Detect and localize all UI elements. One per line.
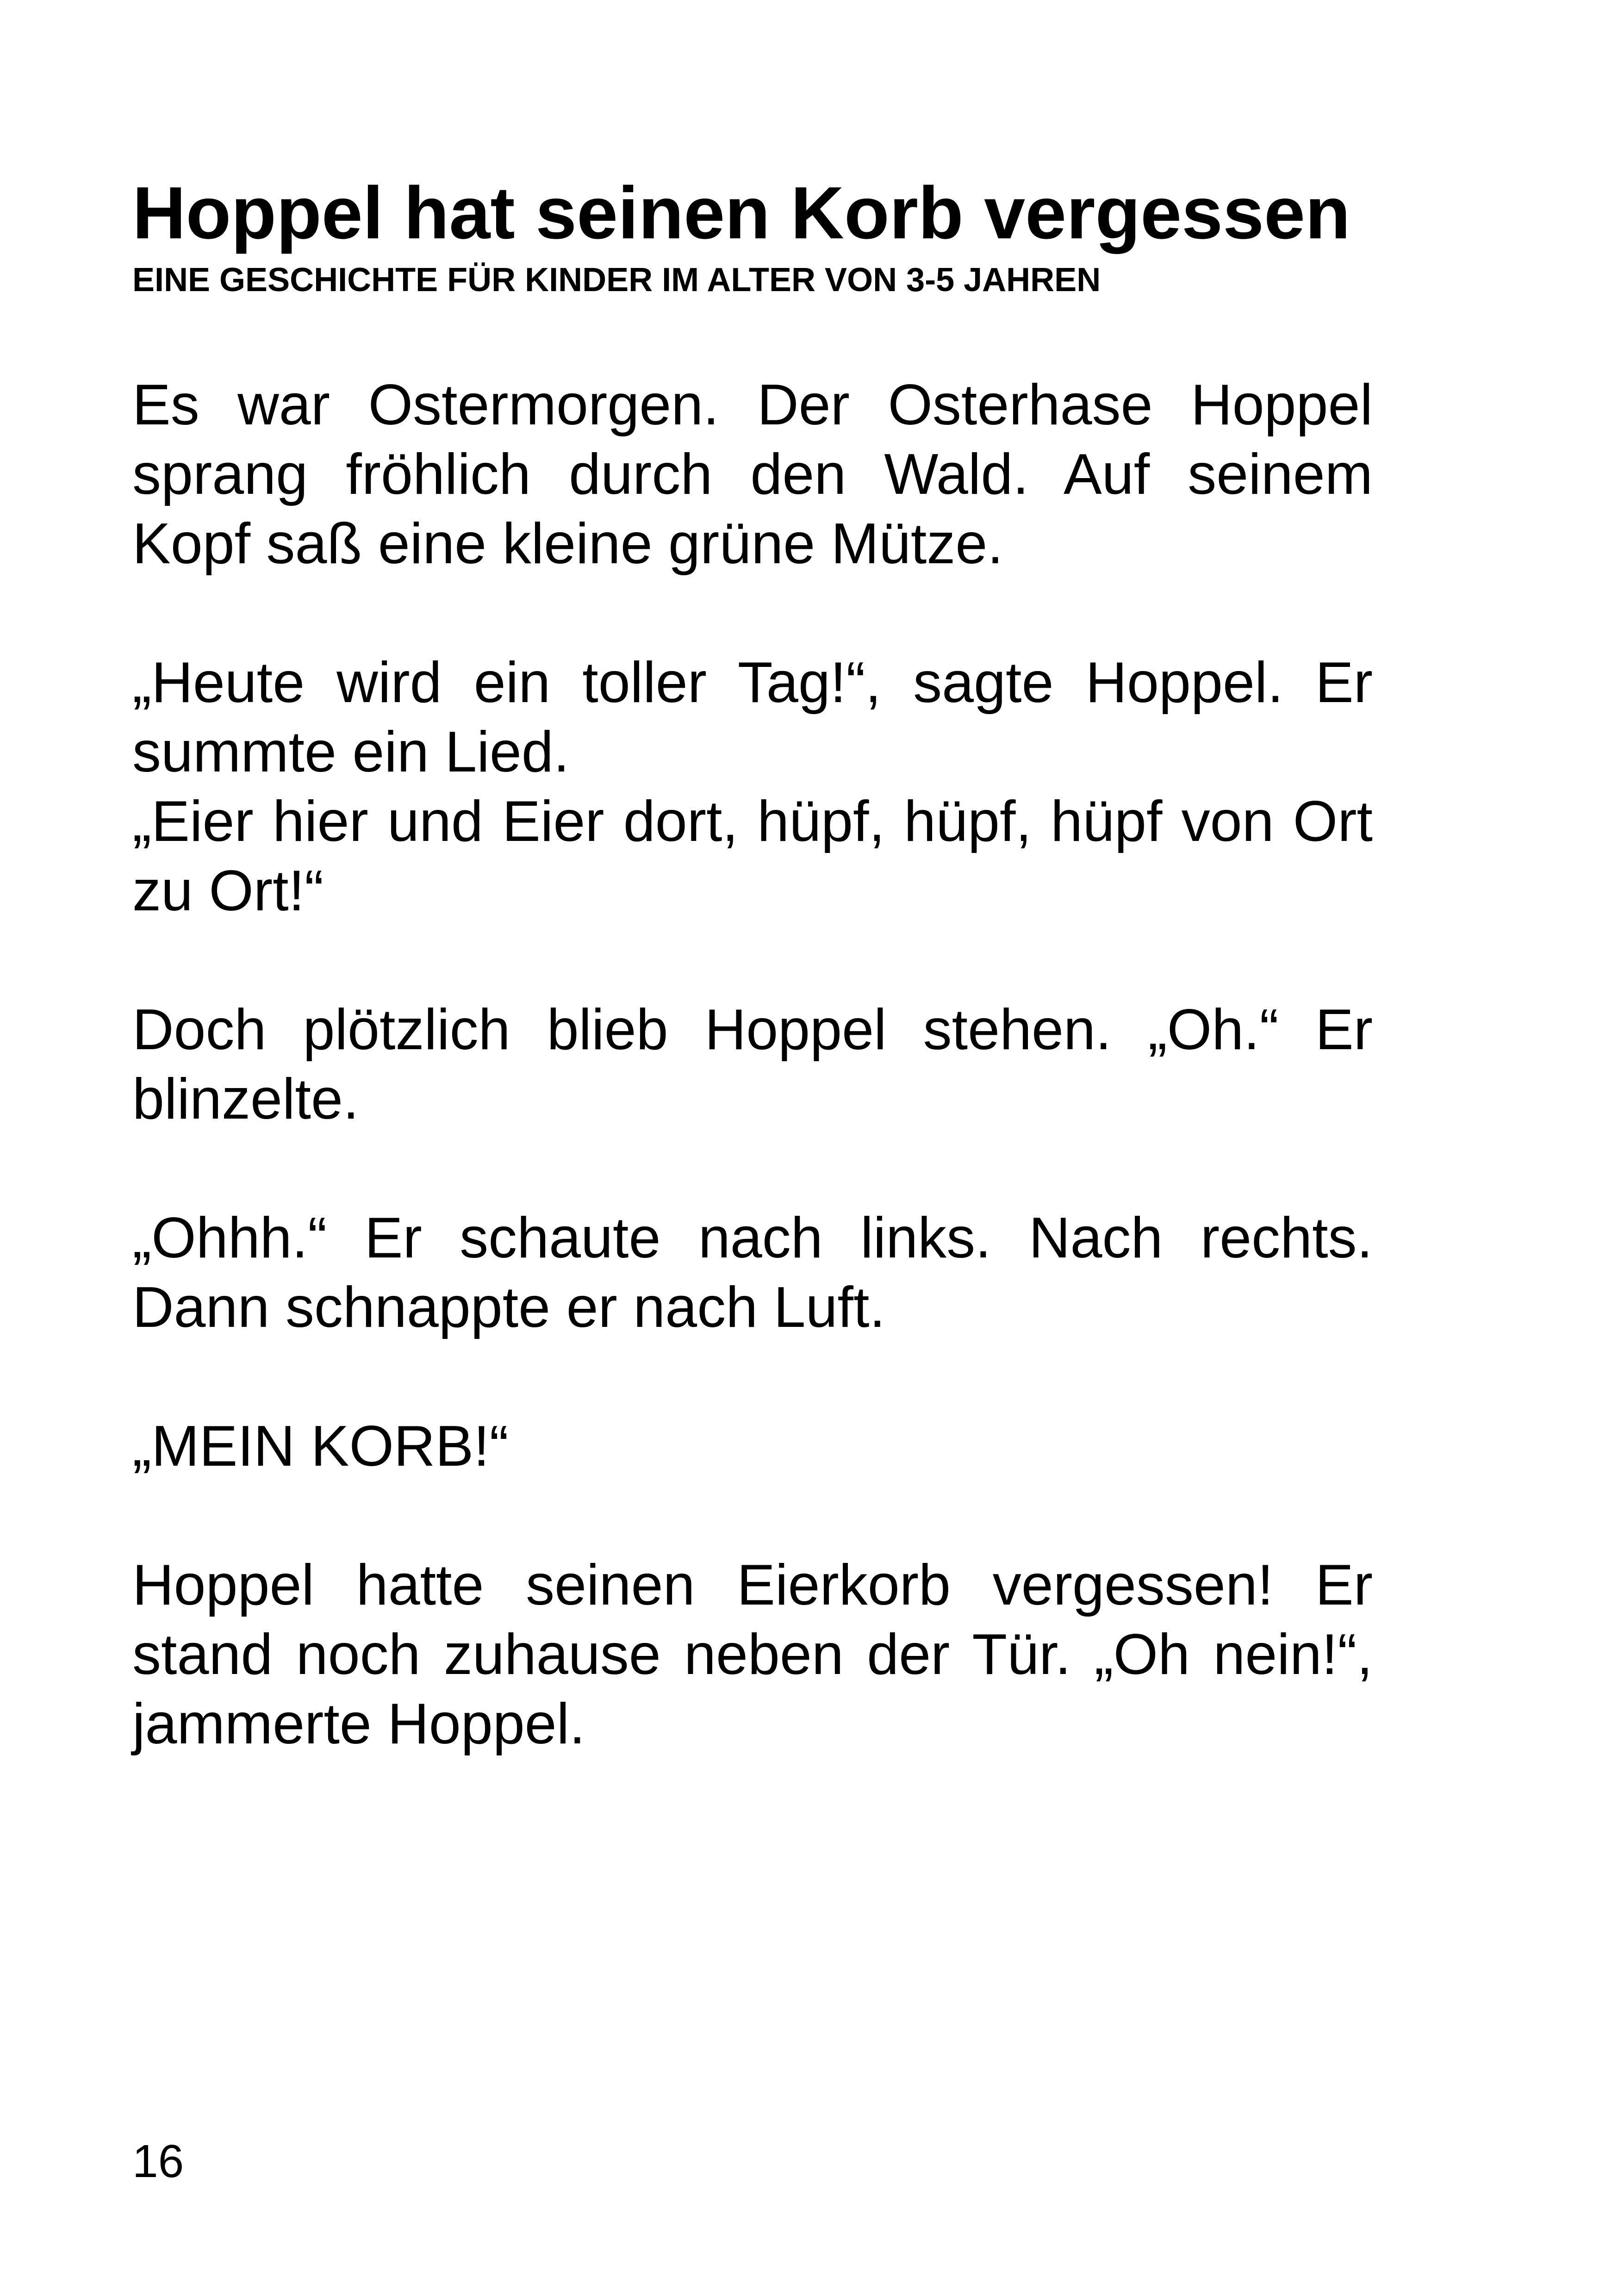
paragraph-text: Es war Ostermorgen. Der Osterhase Hoppel sprang fröhlich durch den Wald. Auf seinem Kopf saß eine kleine grüne Mütze. [132,373,1373,576]
page-number: 16 [132,2135,184,2187]
paragraph [132,1412,1373,1481]
paragraph-text: „Heute wird ein toller Tag!“, sagte Hoppel. Er summte ein Lied. [132,651,1373,784]
paragraph [132,1550,1373,1759]
page-content [132,167,1373,1828]
paragraph [132,648,1373,926]
story-title: Hoppel hat seinen Korb vergessen [132,171,1350,254]
paragraph [132,995,1373,1134]
paragraph-text: Doch plötzlich blieb Hoppel stehen. „Oh.“ Er blinzelte. [132,998,1373,1131]
paragraph-text: „Ohhh.“ Er schaute nach links. Nach rechts. Dann schnappte er nach Luft. [132,1206,1373,1339]
story-body [132,370,1373,1759]
paragraph [132,370,1373,579]
story-subtitle: EINE GESCHICHTE FÜR KINDER IM ALTER VON 3-5 JAHREN [132,261,1101,299]
paragraph [132,1203,1373,1342]
paragraph-text: „Eier hier und Eier dort, hüpf, hüpf, hüpf von Ort zu Ort!“ [132,790,1373,923]
paragraph-text: „MEIN KORB!“ [132,1414,509,1478]
paragraph-text: Hoppel hatte seinen Eierkorb vergessen! Er stand noch zuhause neben der Tür. „Oh nein!“, jammerte Hoppel. [132,1553,1373,1756]
